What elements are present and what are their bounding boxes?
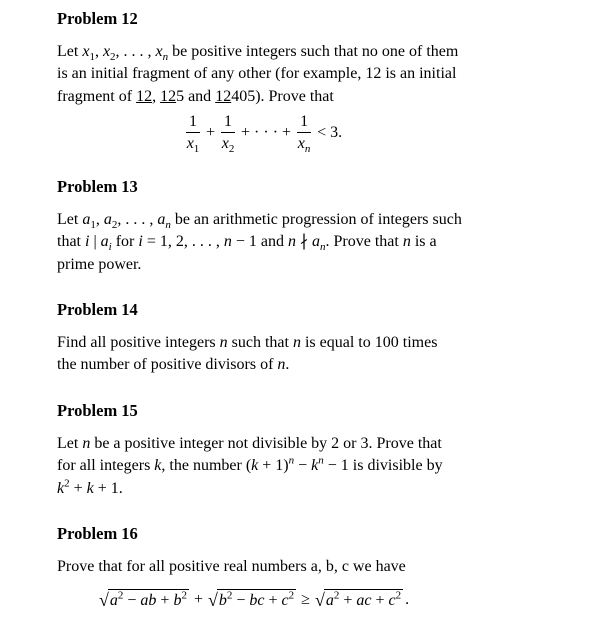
problem-12-line-1: Let $x_1$, $x_2$, . . . , $x_n$ be positive integers such that no one of them: [57, 43, 459, 64]
problem-16-line-1: Prove that for all positive real numbers a, b, c we have: [57, 558, 406, 575]
problem-12-formula: $\frac{1}{x_1}$ + $\frac{1}{x_2}$ + · · · + $\frac{1}{x_n}$ < 3.: [186, 113, 343, 156]
problem-14-line-1: Find all positive integers n such that n is equal to 100 times: [57, 334, 438, 351]
problem-12-line-3: fragment of 12, 125 and 12405). Prove that: [57, 87, 334, 105]
problem-16-heading: Problem 16: [57, 524, 138, 543]
fraction-1-over-x1: $\frac{1}{x_1}$: [186, 113, 200, 156]
fraction-1-over-x2: $\frac{1}{x_2}$: [221, 113, 235, 156]
problem-12-line-2: is an initial fragment of any other (for example, 12 is an initial: [57, 65, 457, 83]
problem-13-line-3: prime power.: [57, 255, 142, 273]
problem-12-heading: Problem 12: [57, 9, 138, 28]
problem-14-line-2: the number of positive divisors of n.: [57, 356, 290, 374]
problem-16-formula: √ $a^2$ − ab + $b^2$ + √ $b^2$ − bc + $c^2$ ≥ √ $a^2$ + ac + $c^2$ .: [99, 589, 410, 610]
problem-15-statement: [57, 433, 487, 500]
sqrt-term-3: √ $a^2$ + ac + $c^2$: [314, 589, 402, 610]
problem-14-heading: Problem 14: [57, 300, 138, 319]
problem-13-heading: Problem 13: [57, 177, 138, 196]
problem-15-line-3: $k^2 + k + 1$.: [57, 477, 123, 497]
sqrt-term-2: √ $b^2$ − bc + $c^2$: [207, 589, 295, 610]
fraction-1-over-xn: $\frac{1}{x_n}$: [297, 113, 311, 156]
problem-15-line-2: for all integers k, the number $(k + 1)^n - k^n - 1$ is divisible by: [57, 454, 443, 475]
problem-16-statement: [57, 556, 487, 578]
sqrt-term-1: √ $a^2$ − ab + $b^2$: [99, 589, 187, 610]
problem-12-statement: [57, 41, 487, 108]
problem-13-statement: [57, 209, 487, 276]
problem-13-line-1: Let $a_1$, $a_2$, . . . , $a_n$ be an arithmetic progression of integers such: [57, 211, 462, 232]
problem-13-line-2: that i | $a_i$ for i = 1, 2, . . . , n − 1 and n ∤ $a_n$. Prove that n is a: [57, 233, 437, 254]
problem-15-heading: Problem 15: [57, 401, 138, 420]
problem-14-statement: [57, 332, 487, 377]
problem-15-line-1: Let n be a positive integer not divisible by 2 or 3. Prove that: [57, 435, 442, 452]
